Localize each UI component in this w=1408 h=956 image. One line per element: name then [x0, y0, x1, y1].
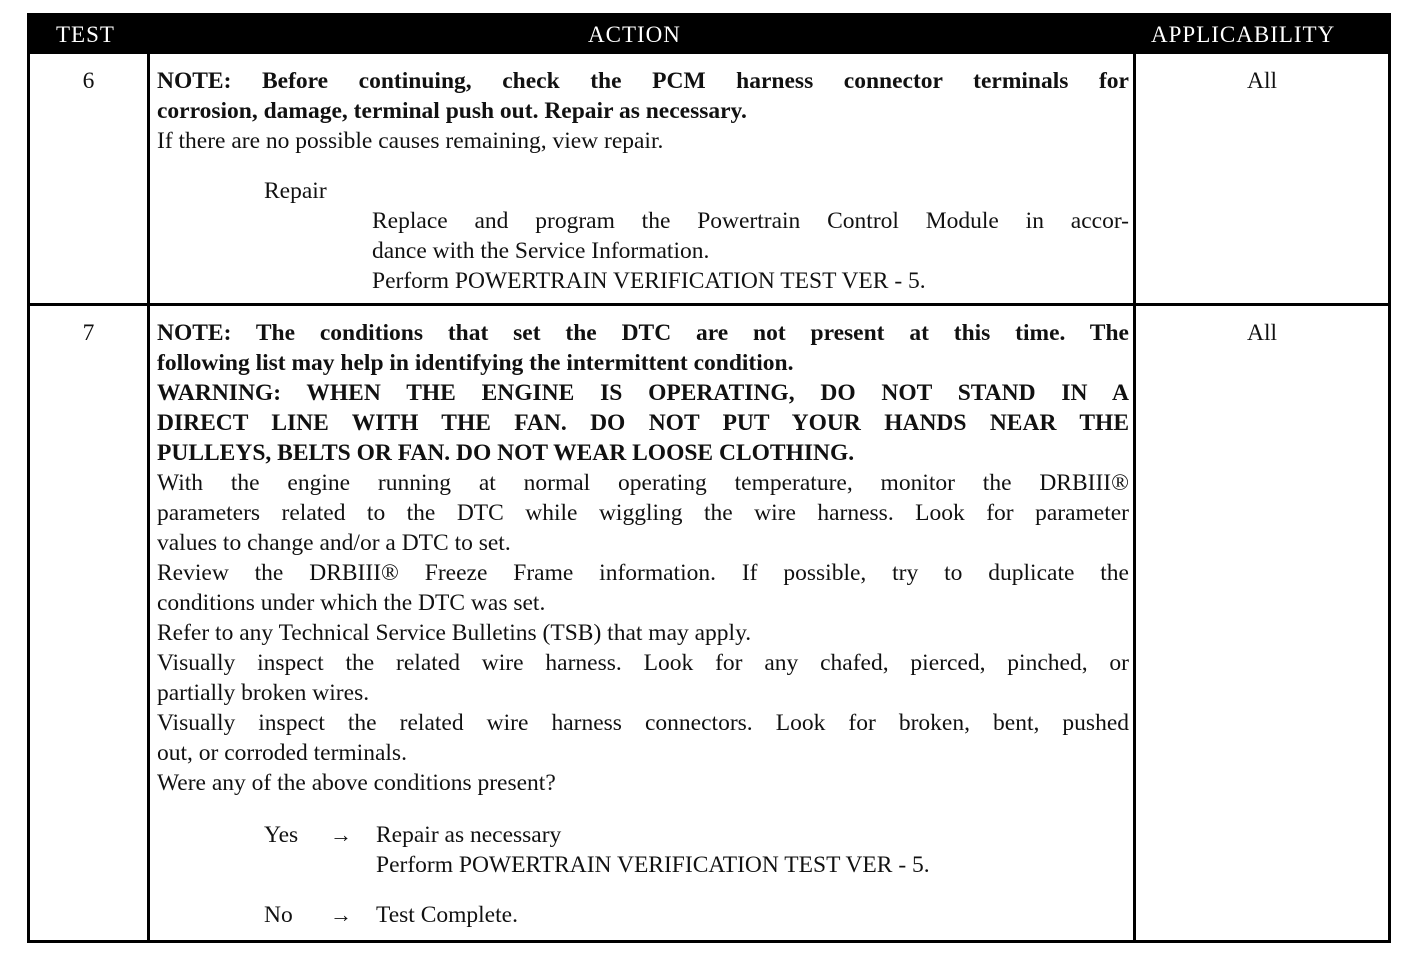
text-line: Refer to any Technical Service Bulletins (TSB) that may apply. — [157, 620, 752, 646]
header-applicability: APPLICABILITY — [1151, 22, 1336, 47]
text-line: Visually inspect the related wire harness. Look for any chafed, pierced, pinched, or — [157, 650, 1129, 676]
arrow-icon: → — [330, 902, 352, 927]
diagnostic-table — [27, 13, 1391, 943]
column-divider — [147, 54, 150, 940]
yes-outcome — [376, 820, 1129, 880]
warning-line: PULLEYS, BELTS OR FAN. DO NOT WEAR LOOSE CLOTHING. — [157, 440, 855, 466]
text-line: parameters related to the DTC while wiggling the wire harness. Look for parameter — [157, 500, 1129, 526]
note-line: NOTE: Before continuing, check the PCM harness connector terminals for — [157, 68, 1129, 94]
text-line: out, or corroded terminals. — [157, 740, 407, 766]
warning-line: DIRECT LINE WITH THE FAN. DO NOT PUT YOUR HANDS NEAR THE — [157, 410, 1129, 436]
applicability: All — [1246, 68, 1278, 94]
table-header — [30, 16, 1388, 54]
repair-line: Replace and program the Powertrain Control Module in accor- — [372, 208, 1129, 234]
note-line: following list may help in identifying the intermittent condition. — [157, 350, 794, 376]
row-divider — [30, 303, 1388, 306]
test-7-action — [157, 318, 1129, 798]
no-label: No — [264, 902, 293, 928]
text-line: partially broken wires. — [157, 680, 370, 706]
header-action: ACTION — [588, 22, 681, 47]
test-number: 6 — [82, 68, 95, 94]
repair-label: Repair — [264, 178, 327, 204]
text-line: values to change and/or a DTC to set. — [157, 530, 511, 556]
note-line: corrosion, damage, terminal push out. Repair as necessary. — [157, 98, 747, 124]
test-number: 7 — [82, 320, 95, 346]
column-divider — [1133, 54, 1136, 940]
text-line: conditions under which the DTC was set. — [157, 590, 546, 616]
no-line: Test Complete. — [376, 902, 518, 928]
arrow-icon: → — [330, 822, 352, 847]
text-line: If there are no possible causes remaining, view repair. — [157, 128, 664, 154]
repair-line: Perform POWERTRAIN VERIFICATION TEST VER - 5. — [372, 268, 926, 294]
repair-line: dance with the Service Information. — [372, 238, 710, 264]
header-test: TEST — [56, 22, 115, 47]
text-line: With the engine running at normal operating temperature, monitor the DRBIII® — [157, 470, 1129, 496]
repair-instructions — [372, 206, 1129, 296]
warning-line: WARNING: WHEN THE ENGINE IS OPERATING, DO NOT STAND IN A — [157, 380, 1129, 406]
yes-line: Repair as necessary — [376, 822, 562, 848]
text-line: Visually inspect the related wire harness connectors. Look for broken, bent, pushed — [157, 710, 1129, 736]
yes-line: Perform POWERTRAIN VERIFICATION TEST VER - 5. — [376, 852, 930, 878]
no-outcome — [376, 900, 1129, 930]
test-6-action — [157, 66, 1129, 156]
yes-label: Yes — [264, 822, 299, 848]
text-line: Were any of the above conditions present? — [157, 770, 556, 796]
applicability: All — [1246, 320, 1278, 346]
note-line: NOTE: The conditions that set the DTC are not present at this time. The — [157, 320, 1129, 346]
text-line: Review the DRBIII® Freeze Frame information. If possible, try to duplicate the — [157, 560, 1129, 586]
